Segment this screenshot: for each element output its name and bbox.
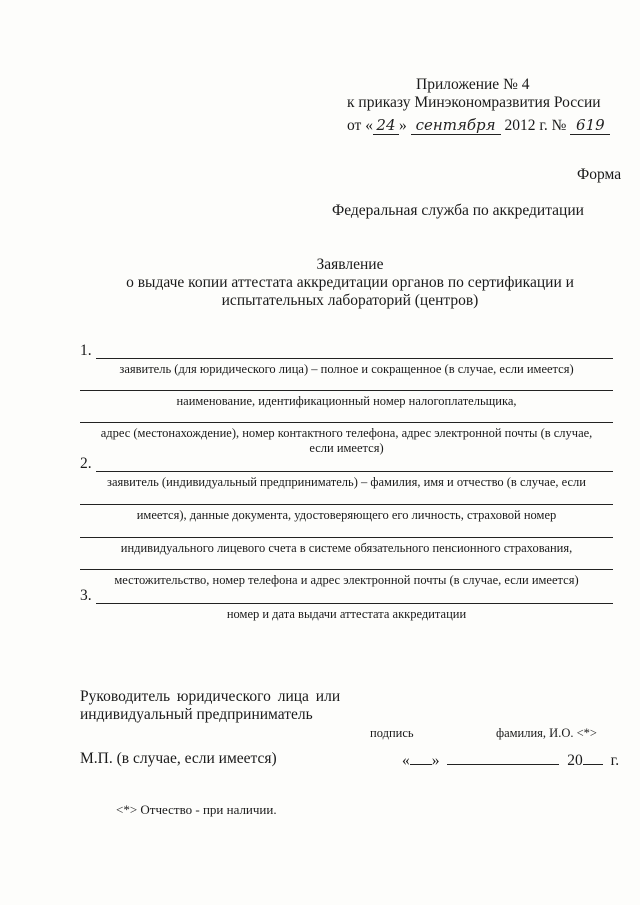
section-1-number: 1.	[80, 342, 92, 359]
title-line-2: о выдаче копии аттестата аккредитации органов по сертификации и	[126, 274, 574, 291]
signatory-line-1: Руководитель юридического лица или	[80, 688, 341, 705]
order-month: сентября	[411, 116, 501, 135]
footnote: <*> Отчество - при наличии.	[116, 802, 277, 817]
section-3-number: 3.	[80, 587, 92, 604]
stamp-label: М.П. (в случае, если имеется)	[80, 750, 277, 767]
agency-name: Федеральная служба по аккредитации	[332, 202, 584, 219]
section-2-field-4[interactable]	[80, 569, 613, 570]
order-reference: к приказу Минэкономразвития России	[347, 94, 601, 111]
form-label: Форма	[577, 166, 622, 183]
date-field[interactable]	[402, 750, 619, 770]
quote-close: »	[398, 117, 407, 134]
order-day: 24	[373, 116, 399, 135]
name-label: фамилия, И.О. <*>	[496, 726, 597, 740]
section-1-caption-3: адрес (местонахождение), номер контактного телефона, адрес электронной почты (в случае,	[100, 426, 593, 440]
date-year-suffix: г.	[610, 752, 620, 769]
date-close-quote: »	[431, 752, 440, 769]
section-1-caption-2: наименование, идентификационный номер налогоплательщика,	[176, 394, 517, 408]
appendix-number: Приложение № 4	[416, 76, 530, 93]
from-prefix: от «	[347, 117, 373, 134]
section-2-caption-3: индивидуального лицевого счета в системе обязательного пенсионного страхования,	[120, 541, 573, 555]
section-2-number: 2.	[80, 455, 92, 472]
order-year: 2012 г. №	[504, 117, 567, 134]
section-3-caption-1: номер и дата выдачи аттестата аккредитации	[226, 607, 467, 621]
section-2-field-1[interactable]	[96, 471, 613, 472]
section-1-field-2[interactable]	[80, 390, 613, 391]
order-date-line	[347, 116, 610, 135]
section-2-caption-2: имеется), данные документа, удостоверяющего его личность, страховой номер	[136, 508, 557, 522]
date-year-prefix: 20	[567, 752, 583, 769]
date-month-blank[interactable]	[447, 750, 559, 765]
section-1-caption-1: заявитель (для юридического лица) – полное и сокращенное (в случае, если имеется)	[119, 362, 574, 376]
date-open-quote: «	[402, 752, 410, 769]
section-2-field-3[interactable]	[80, 537, 613, 538]
order-number: 619	[570, 116, 610, 135]
date-year-blank[interactable]	[583, 750, 603, 765]
section-2-caption-4: местожительство, номер телефона и адрес электронной почты (в случае, если имеется)	[114, 573, 579, 587]
signature-label: подпись	[370, 726, 414, 740]
section-3-field-1[interactable]	[96, 603, 613, 604]
title-line-1: Заявление	[316, 256, 384, 273]
section-1-field-3[interactable]	[80, 422, 613, 423]
section-2-field-2[interactable]	[80, 504, 613, 505]
section-2-caption-1: заявитель (индивидуальный предприниматель) – фамилия, имя и отчество (в случае, если	[107, 475, 586, 489]
title-line-3: испытательных лабораторий (центров)	[221, 292, 479, 309]
signatory-line-2: индивидуальный предприниматель	[80, 706, 313, 723]
date-day-blank[interactable]	[410, 750, 432, 765]
section-1-caption-4: если имеется)	[309, 441, 384, 455]
section-1-field-1[interactable]	[96, 358, 613, 359]
